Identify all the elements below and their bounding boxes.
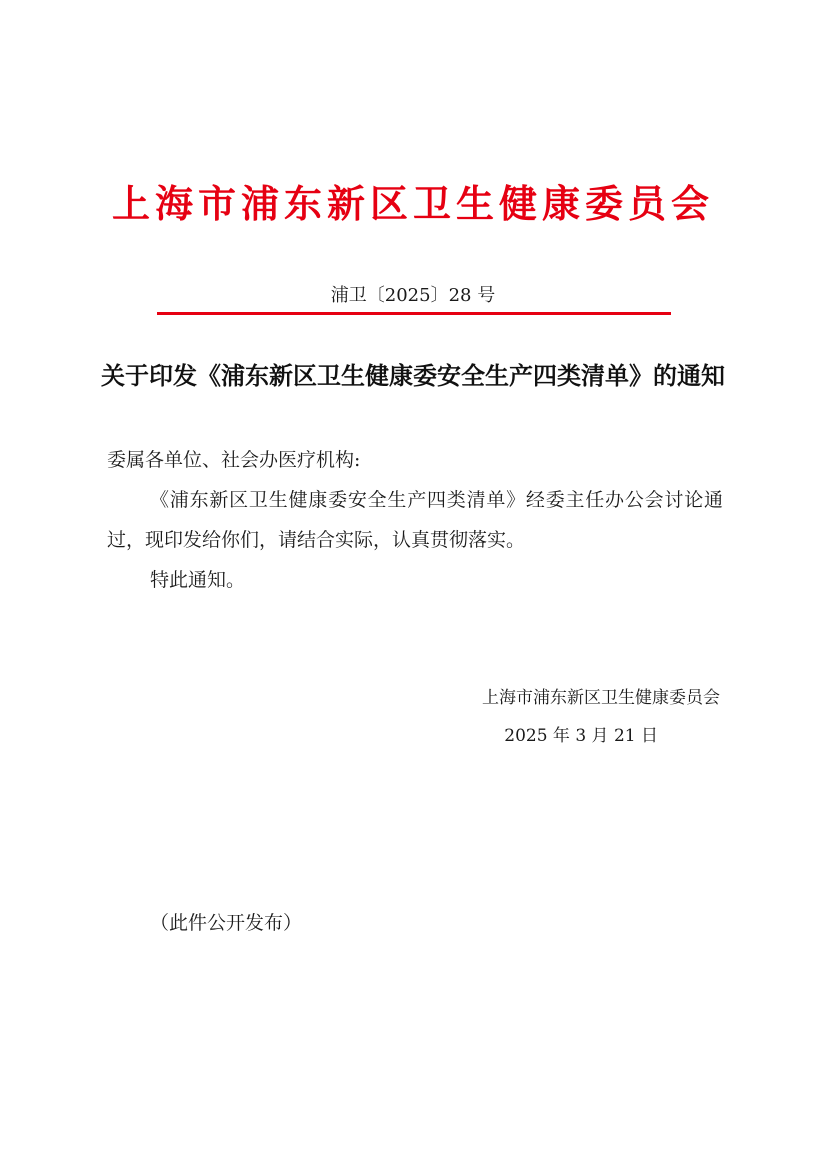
closing-paragraph: 特此通知。 bbox=[150, 569, 246, 591]
red-divider-line bbox=[157, 312, 671, 315]
publish-note: （此件公开发布） bbox=[150, 912, 303, 934]
signature-organization: 上海市浦东新区卫生健康委员会 bbox=[482, 688, 720, 708]
signature-date: 2025 年 3 月 21 日 bbox=[504, 726, 658, 746]
notice-title: 关于印发《浦东新区卫生健康委安全生产四类清单》的通知 bbox=[101, 362, 725, 390]
body-paragraph: 《浦东新区卫生健康委安全生产四类清单》经委主任办公会讨论通过，现印发给你们，请结合实际，认真贯彻落实。 bbox=[107, 489, 723, 551]
salutation: 委属各单位、社会办医疗机构: bbox=[107, 449, 361, 471]
masthead-organization: 上海市浦东新区卫生健康委员会 bbox=[111, 182, 714, 226]
document-number: 浦卫〔2025〕28 号 bbox=[330, 285, 496, 306]
